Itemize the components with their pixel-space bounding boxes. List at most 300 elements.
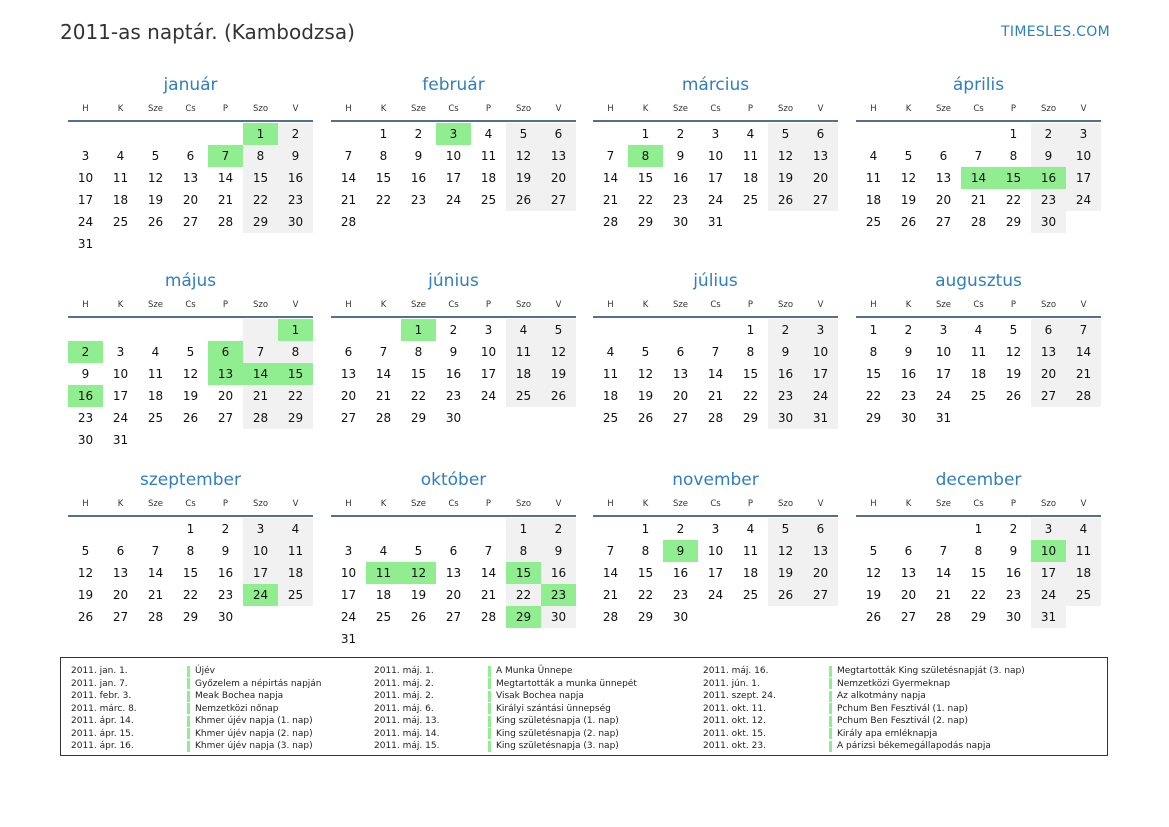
day-cell: 5: [81, 544, 90, 558]
day-cell: 21: [217, 193, 234, 207]
month-12: [856, 467, 1101, 628]
day-cell: 9: [676, 149, 685, 163]
weekday-label: H: [870, 104, 877, 114]
holiday-marker-icon: [829, 703, 832, 714]
day-cell: 18: [375, 588, 392, 602]
day-cell: 27: [803, 584, 838, 606]
month-1: [68, 72, 313, 255]
weekday-label: H: [82, 300, 89, 310]
day-cell: 10: [77, 171, 94, 185]
legend-date: 2011. okt. 11.: [703, 703, 766, 714]
day-grid: [593, 123, 838, 233]
day-cell: 5: [414, 544, 423, 558]
day-cell: 13: [935, 171, 952, 185]
day-cell: 18: [742, 566, 759, 580]
day-cell: 8: [641, 544, 650, 558]
day-cell: 29: [182, 610, 199, 624]
month-name: november: [672, 470, 759, 490]
month-7: [593, 268, 838, 429]
day-cell: 27: [803, 189, 838, 211]
day-cell: 3: [344, 544, 353, 558]
legend-row: [374, 703, 637, 716]
day-cell: 23: [410, 193, 427, 207]
legend-row: [703, 715, 1025, 728]
day-cell: 20: [672, 389, 689, 403]
legend-holiday-name: Megtartották a munka ünnepét: [496, 678, 637, 689]
day-cell: 12: [182, 367, 199, 381]
day-cell: 23: [278, 189, 313, 211]
day-cell: 31: [77, 237, 94, 251]
day-cell: 11: [742, 149, 759, 163]
legend-holiday-name: Győzelem a népirtás napján: [195, 678, 322, 689]
day-cell: 31: [112, 433, 129, 447]
day-cell: 30: [217, 610, 234, 624]
day-cell: 21: [375, 389, 392, 403]
holiday-day: 3: [436, 123, 471, 145]
day-cell: 25: [1066, 584, 1101, 606]
weekday-label: Cs: [185, 499, 196, 509]
day-cell: 30: [768, 407, 803, 429]
day-cell: 7: [974, 149, 983, 163]
weekday-label: K: [380, 499, 387, 509]
day-cell: 22: [637, 193, 654, 207]
day-cell: 22: [742, 389, 759, 403]
day-cell: 19: [637, 389, 654, 403]
day-cell: 17: [77, 193, 94, 207]
weekday-label: H: [870, 300, 877, 310]
holiday-day: 9: [663, 540, 698, 562]
empty-cell: [471, 518, 506, 540]
holiday-marker-icon: [488, 678, 491, 689]
day-cell: 20: [445, 588, 462, 602]
legend-row: [71, 690, 322, 703]
day-cell: 5: [151, 149, 160, 163]
day-cell: 29: [742, 411, 759, 425]
holiday-day: 23: [541, 584, 576, 606]
day-cell: 11: [970, 345, 987, 359]
holiday-day: 10: [1031, 540, 1066, 562]
day-cell: 27: [935, 215, 952, 229]
day-cell: 30: [672, 215, 689, 229]
legend-holiday-name: Az alkotmány napja: [837, 691, 926, 702]
legend-holiday-name: King születésnapja (1. nap): [496, 716, 619, 727]
day-cell: 5: [186, 345, 195, 359]
legend-row: [71, 715, 322, 728]
day-cell: 14: [217, 171, 234, 185]
day-cell: 12: [506, 145, 541, 167]
day-cell: 21: [147, 588, 164, 602]
legend-holiday-name: King születésnapja (2. nap): [496, 728, 619, 739]
day-cell: 19: [900, 193, 917, 207]
holiday-marker-icon: [488, 741, 491, 752]
day-cell: 22: [637, 588, 654, 602]
weekday-label: Sze: [672, 499, 689, 509]
weekday-label: Sze: [672, 104, 689, 114]
legend-date: 2011. szept. 24.: [703, 691, 776, 702]
day-cell: 29: [278, 407, 313, 429]
day-cell: 23: [900, 389, 917, 403]
day-cell: 18: [506, 363, 541, 385]
day-cell: 13: [182, 171, 199, 185]
day-cell: 4: [746, 522, 755, 536]
day-cell: 16: [278, 167, 313, 189]
day-cell: 27: [1031, 385, 1066, 407]
day-cell: 28: [340, 215, 357, 229]
day-cell: 25: [865, 215, 882, 229]
day-grid: [856, 123, 1101, 233]
day-cell: 11: [602, 367, 619, 381]
day-cell: 15: [243, 167, 278, 189]
legend-row: [374, 728, 637, 741]
weekday-label: V: [1080, 104, 1087, 114]
day-cell: 12: [77, 566, 94, 580]
holiday-marker-icon: [187, 728, 190, 739]
day-cell: 5: [541, 319, 576, 341]
day-cell: 14: [340, 171, 357, 185]
month-10: [331, 467, 576, 650]
day-cell: 16: [672, 566, 689, 580]
legend-column-1: [71, 665, 322, 753]
holiday-day: 29: [506, 606, 541, 628]
day-cell: 4: [746, 127, 755, 141]
holiday-marker-icon: [187, 678, 190, 689]
legend-holiday-name: Pchum Ben Fesztivál (2. nap): [837, 716, 968, 727]
day-cell: 10: [445, 149, 462, 163]
weekday-label: K: [642, 499, 649, 509]
day-cell: 1: [974, 522, 983, 536]
day-cell: 12: [147, 171, 164, 185]
weekday-label: Sze: [410, 499, 427, 509]
day-cell: 23: [445, 389, 462, 403]
weekday-label: Szo: [252, 104, 269, 114]
weekday-label: V: [292, 104, 299, 114]
day-cell: 30: [541, 606, 576, 628]
weekday-label: K: [905, 104, 912, 114]
legend-row: [703, 690, 1025, 703]
day-cell: 19: [768, 167, 803, 189]
weekday-label: Cs: [710, 300, 721, 310]
weekday-label: Sze: [410, 104, 427, 114]
day-cell: 22: [182, 588, 199, 602]
day-cell: 9: [1009, 544, 1018, 558]
legend-holiday-name: Nemzetközi Gyermeknap: [837, 678, 951, 689]
day-cell: 1: [186, 522, 195, 536]
weekday-label: Cs: [185, 104, 196, 114]
day-cell: 2: [1009, 522, 1018, 536]
day-cell: 29: [865, 411, 882, 425]
day-cell: 4: [974, 323, 983, 337]
day-cell: 16: [1005, 566, 1022, 580]
day-cell: 19: [541, 363, 576, 385]
legend-holiday-name: Khmer újév napja (3. nap): [195, 741, 313, 752]
empty-cell: [593, 319, 628, 341]
day-cell: 7: [939, 544, 948, 558]
weekday-label: Szo: [777, 300, 794, 310]
weekday-label: P: [747, 300, 754, 310]
legend-row: [71, 740, 322, 753]
day-cell: 24: [803, 385, 838, 407]
day-cell: 26: [182, 411, 199, 425]
legend-row: [374, 690, 637, 703]
day-cell: 9: [449, 345, 458, 359]
day-cell: 19: [1005, 367, 1022, 381]
weekday-header: [856, 493, 1101, 517]
day-cell: 7: [606, 149, 615, 163]
day-cell: 27: [672, 411, 689, 425]
day-cell: 5: [768, 518, 803, 540]
day-cell: 2: [676, 522, 685, 536]
day-cell: 18: [1066, 562, 1101, 584]
empty-cell: [68, 319, 103, 341]
empty-cell: [891, 518, 926, 540]
day-cell: 21: [970, 193, 987, 207]
day-cell: 16: [445, 367, 462, 381]
month-name: március: [681, 75, 750, 95]
holiday-day: 12: [401, 562, 436, 584]
day-cell: 27: [541, 189, 576, 211]
legend-holiday-name: Visak Bochea napja: [496, 691, 584, 702]
legend-date: 2011. ápr. 16.: [71, 741, 134, 752]
legend-row: [374, 715, 637, 728]
day-cell: 7: [344, 149, 353, 163]
empty-cell: [68, 123, 103, 145]
legend-date: 2011. máj. 14.: [374, 728, 440, 739]
weekday-header: [331, 294, 576, 318]
day-cell: 29: [243, 211, 278, 233]
legend-date: 2011. márc. 8.: [71, 703, 137, 714]
day-cell: 14: [1066, 341, 1101, 363]
day-cell: 16: [541, 562, 576, 584]
day-cell: 13: [900, 566, 917, 580]
empty-cell: [138, 319, 173, 341]
day-cell: 25: [112, 215, 129, 229]
day-cell: 10: [480, 345, 497, 359]
day-grid: [68, 319, 313, 451]
weekday-label: K: [642, 104, 649, 114]
weekday-label: Sze: [935, 104, 952, 114]
day-cell: 4: [869, 149, 878, 163]
day-cell: 14: [480, 566, 497, 580]
day-cell: 8: [186, 544, 195, 558]
day-cell: 20: [182, 193, 199, 207]
legend-holiday-name: Király apa emléknapja: [837, 728, 938, 739]
day-grid: [331, 518, 576, 650]
legend-date: 2011. okt. 15.: [703, 728, 766, 739]
holiday-day: 16: [68, 385, 103, 407]
day-cell: 8: [1009, 149, 1018, 163]
day-cell: 30: [1031, 211, 1066, 233]
empty-cell: [103, 518, 138, 540]
day-cell: 19: [182, 389, 199, 403]
month-name: február: [422, 75, 485, 95]
day-cell: 22: [865, 389, 882, 403]
day-cell: 27: [217, 411, 234, 425]
weekday-label: Sze: [672, 300, 689, 310]
day-cell: 25: [742, 193, 759, 207]
day-cell: 28: [217, 215, 234, 229]
holiday-marker-icon: [829, 678, 832, 689]
month-2: [331, 72, 576, 233]
legend-holiday-name: Pchum Ben Fesztivál (1. nap): [837, 703, 968, 714]
day-cell: 28: [602, 215, 619, 229]
day-cell: 31: [1031, 606, 1066, 628]
day-cell: 12: [637, 367, 654, 381]
day-cell: 26: [77, 610, 94, 624]
day-cell: 9: [81, 367, 90, 381]
day-cell: 5: [904, 149, 913, 163]
weekday-label: P: [485, 499, 492, 509]
holiday-day: 11: [366, 562, 401, 584]
legend-holiday-name: Megtartották King születésnapját (3. nap): [837, 666, 1025, 677]
day-cell: 7: [151, 544, 160, 558]
day-cell: 7: [243, 341, 278, 363]
weekday-label: Cs: [710, 499, 721, 509]
day-cell: 25: [278, 584, 313, 606]
day-cell: 12: [541, 341, 576, 363]
day-cell: 28: [1066, 385, 1101, 407]
holiday-day: 8: [628, 145, 663, 167]
day-cell: 8: [869, 345, 878, 359]
weekday-label: Cs: [448, 499, 459, 509]
day-cell: 6: [803, 518, 838, 540]
day-cell: 25: [506, 385, 541, 407]
day-cell: 25: [480, 193, 497, 207]
day-cell: 11: [112, 171, 129, 185]
weekday-label: H: [345, 104, 352, 114]
day-cell: 26: [768, 584, 803, 606]
empty-cell: [243, 319, 278, 341]
day-cell: 8: [414, 345, 423, 359]
empty-cell: [926, 123, 961, 145]
brand-link[interactable]: TIMESLES.COM: [1001, 24, 1110, 40]
legend-date: 2011. máj. 16.: [703, 666, 769, 677]
day-cell: 17: [935, 367, 952, 381]
day-cell: 23: [672, 193, 689, 207]
day-cell: 6: [676, 345, 685, 359]
weekday-label: V: [292, 499, 299, 509]
weekday-header: [856, 294, 1101, 318]
weekday-label: K: [117, 300, 124, 310]
day-cell: 18: [278, 562, 313, 584]
day-cell: 18: [480, 171, 497, 185]
day-cell: 6: [939, 149, 948, 163]
empty-cell: [103, 319, 138, 341]
day-cell: 20: [541, 167, 576, 189]
day-cell: 4: [379, 544, 388, 558]
month-3: [593, 72, 838, 233]
day-cell: 24: [935, 389, 952, 403]
holiday-marker-icon: [488, 716, 491, 727]
day-cell: 17: [445, 171, 462, 185]
day-cell: 18: [147, 389, 164, 403]
day-cell: 19: [865, 588, 882, 602]
day-cell: 25: [375, 610, 392, 624]
weekday-label: Sze: [935, 300, 952, 310]
empty-cell: [366, 319, 401, 341]
weekday-label: Szo: [252, 300, 269, 310]
weekday-header: [68, 98, 313, 122]
holiday-marker-icon: [187, 691, 190, 702]
day-cell: 9: [414, 149, 423, 163]
weekday-header: [593, 493, 838, 517]
day-cell: 23: [1031, 189, 1066, 211]
day-cell: 25: [742, 588, 759, 602]
day-cell: 1: [869, 323, 878, 337]
weekday-label: V: [1080, 300, 1087, 310]
weekday-label: K: [117, 499, 124, 509]
day-cell: 28: [707, 411, 724, 425]
legend-row: [374, 665, 637, 678]
weekday-label: K: [380, 104, 387, 114]
legend-date: 2011. okt. 12.: [703, 716, 766, 727]
day-cell: 11: [742, 544, 759, 558]
day-cell: 3: [711, 127, 720, 141]
empty-cell: [926, 518, 961, 540]
weekday-label: K: [905, 300, 912, 310]
day-cell: 21: [602, 588, 619, 602]
empty-cell: [891, 123, 926, 145]
day-cell: 2: [541, 518, 576, 540]
day-grid: [331, 319, 576, 429]
day-cell: 24: [480, 389, 497, 403]
day-cell: 11: [480, 149, 497, 163]
holiday-marker-icon: [488, 691, 491, 702]
legend-date: 2011. febr. 3.: [71, 691, 132, 702]
day-cell: 30: [445, 411, 462, 425]
day-cell: 14: [707, 367, 724, 381]
day-cell: 7: [711, 345, 720, 359]
legend-date: 2011. máj. 2.: [374, 691, 434, 702]
day-grid: [856, 319, 1101, 429]
month-6: [331, 268, 576, 429]
day-cell: 22: [375, 193, 392, 207]
holiday-day: 15: [506, 562, 541, 584]
day-cell: 14: [147, 566, 164, 580]
day-cell: 24: [445, 193, 462, 207]
day-cell: 2: [221, 522, 230, 536]
day-cell: 6: [344, 345, 353, 359]
holiday-day: 14: [961, 167, 996, 189]
month-name: április: [952, 75, 1005, 95]
day-cell: 16: [410, 171, 427, 185]
weekday-header: [593, 294, 838, 318]
day-cell: 15: [410, 367, 427, 381]
day-cell: 31: [340, 632, 357, 646]
day-cell: 22: [410, 389, 427, 403]
day-cell: 3: [711, 522, 720, 536]
weekday-label: Szo: [252, 499, 269, 509]
day-cell: 17: [112, 389, 129, 403]
day-cell: 10: [803, 341, 838, 363]
day-cell: 27: [182, 215, 199, 229]
month-5: [68, 268, 313, 451]
day-cell: 12: [900, 171, 917, 185]
empty-cell: [208, 123, 243, 145]
day-cell: 3: [1031, 518, 1066, 540]
day-cell: 27: [340, 411, 357, 425]
day-cell: 25: [970, 389, 987, 403]
day-cell: 2: [278, 123, 313, 145]
weekday-label: Szo: [1040, 499, 1057, 509]
legend-holiday-name: Khmer újév napja (1. nap): [195, 716, 313, 727]
day-cell: 19: [768, 562, 803, 584]
weekday-label: K: [905, 499, 912, 509]
day-cell: 30: [672, 610, 689, 624]
day-cell: 4: [278, 518, 313, 540]
day-cell: 29: [637, 215, 654, 229]
weekday-label: Cs: [448, 104, 459, 114]
holiday-marker-icon: [187, 716, 190, 727]
